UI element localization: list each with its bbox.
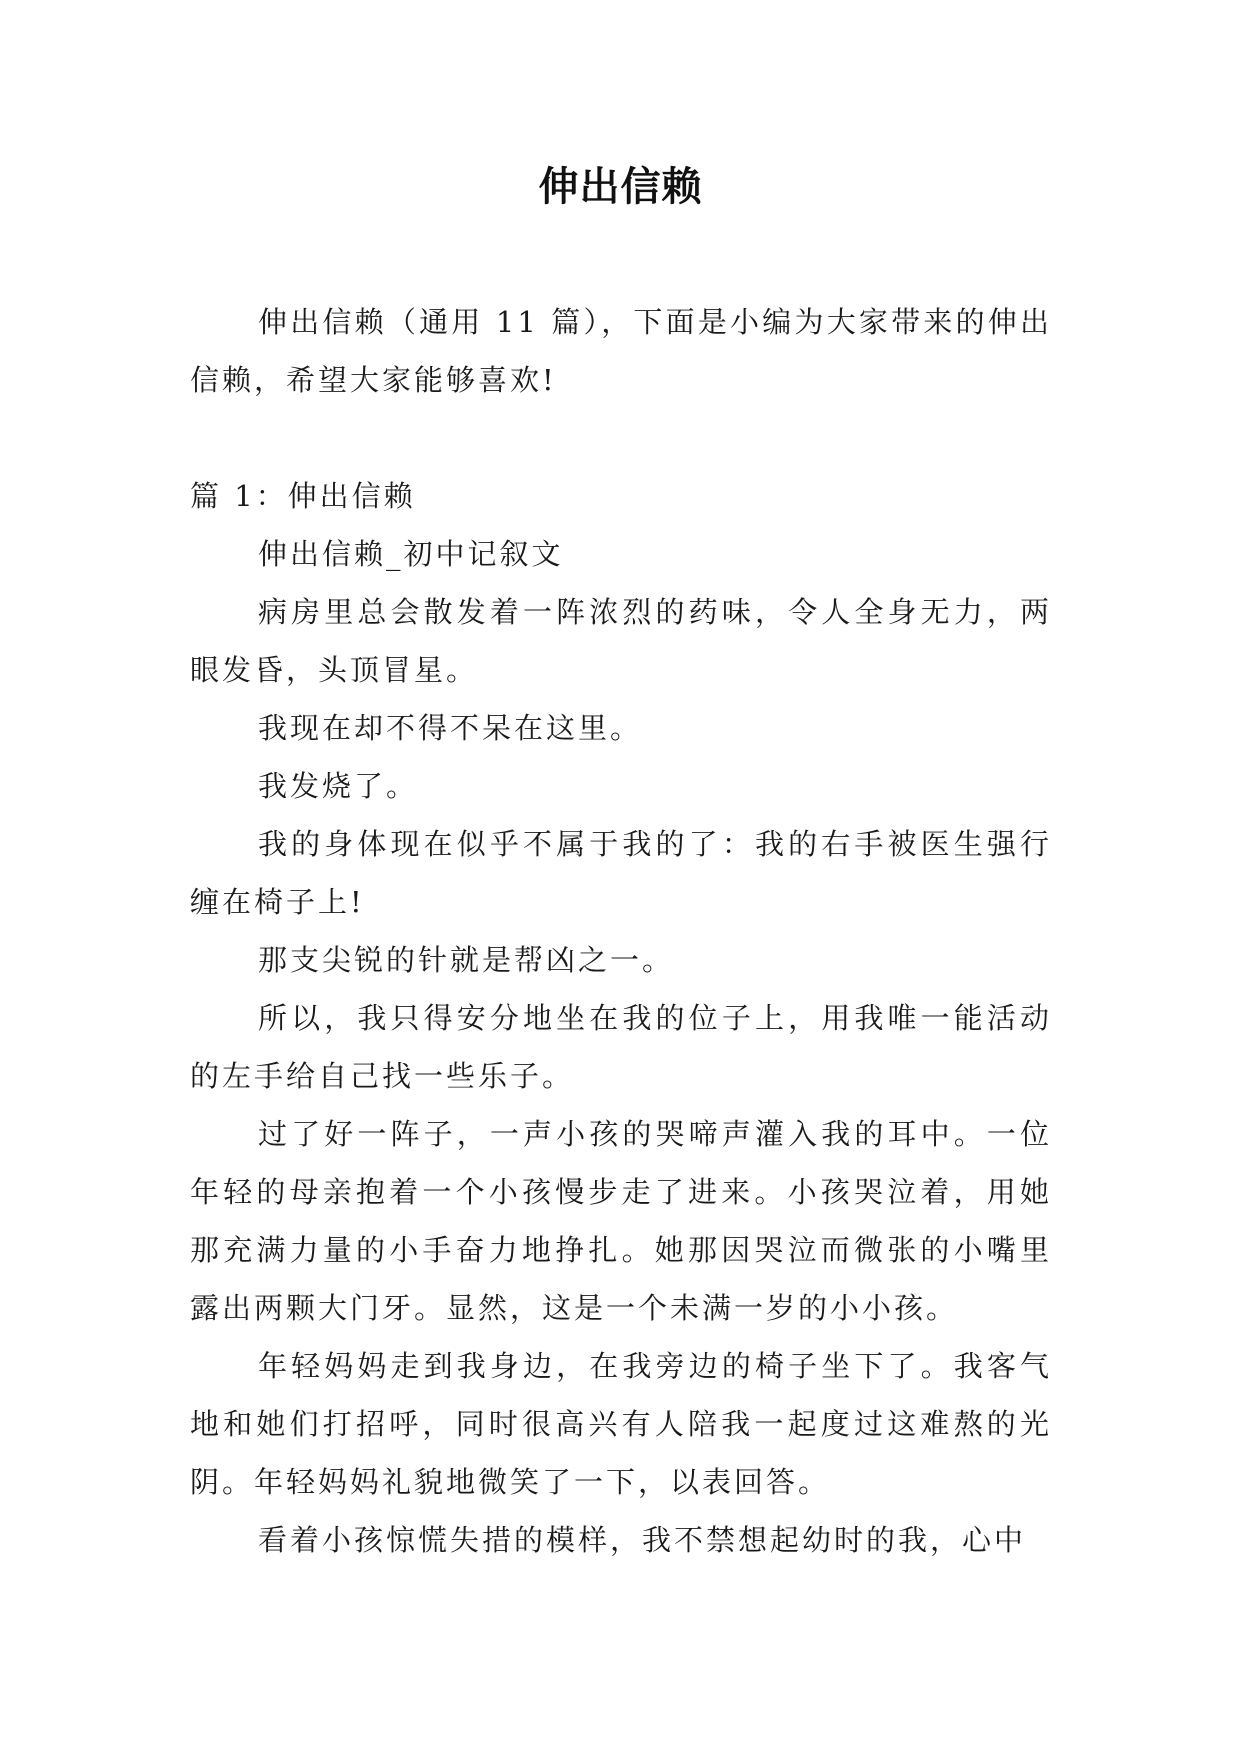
paragraph: 看着小孩惊慌失措的模样，我不禁想起幼时的我，心中 [258,1523,1027,1557]
paragraph: 我发烧了。 [258,769,419,803]
paragraph: 过了好一阵子，一声小孩的哭啼声灌入我的耳中。一位年轻的母亲抱着一个小孩慢步走了进来。小孩哭泣着，用她那充满力量的小手奋力地挣扎。她那因哭泣而微张的小嘴里露出两颗大门牙。显然，这是一个未满一岁的小小孩。 [190,1117,1052,1325]
paragraph: 我现在却不得不呆在这里。 [258,711,643,745]
paragraph: 年轻妈妈走到我身边，在我旁边的椅子坐下了。我客气地和她们打招呼，同时很高兴有人陪我一起度过这难熬的光阴。年轻妈妈礼貌地微笑了一下，以表回答。 [190,1349,1052,1499]
spacer [190,409,1052,467]
section-heading: 篇 1：伸出信赖 [190,479,416,513]
paragraph: 伸出信赖_初中记叙文 [258,537,564,571]
paragraph: 所以，我只得安分地坐在我的位子上，用我唯一能活动的左手给自己找一些乐子。 [190,1001,1052,1093]
paragraph: 我的身体现在似乎不属于我的了：我的右手被医生强行缠在椅子上! [190,827,1052,919]
document-title: 伸出信赖 [538,164,703,210]
intro-paragraph: 伸出信赖（通用 11 篇），下面是小编为大家带来的伸出信赖，希望大家能够喜欢! [190,305,1052,397]
paragraph: 病房里总会散发着一阵浓烈的药味，令人全身无力，两眼发昏，头顶冒星。 [190,595,1052,687]
paragraph: 那支尖锐的针就是帮凶之一。 [258,943,675,977]
document-body [190,293,1052,1569]
